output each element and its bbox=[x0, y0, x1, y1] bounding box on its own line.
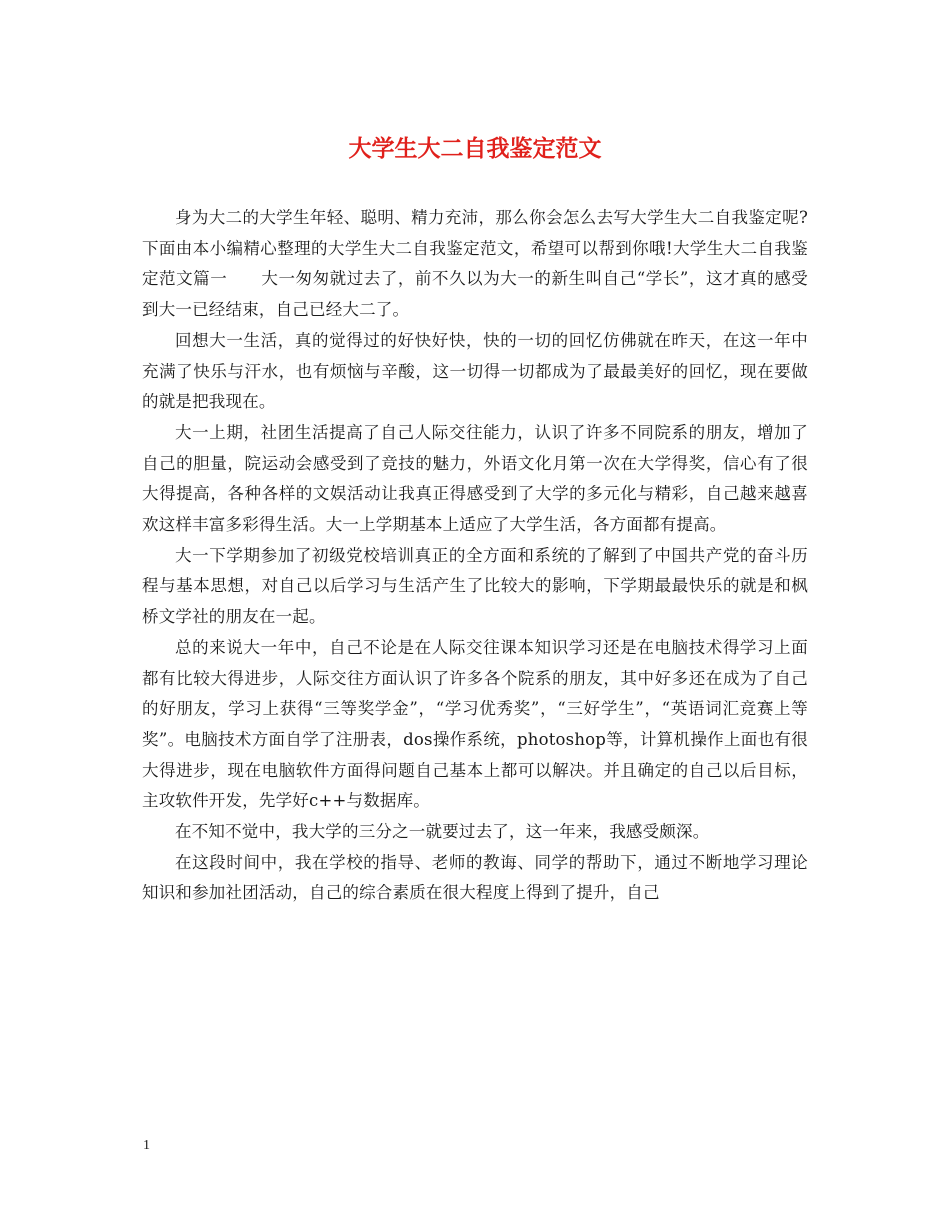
paragraph: 大一上期，社团生活提高了自己人际交往能力，认识了许多不同院系的朋友，增加了自己的胆量，院运动会感受到了竞技的魅力，外语文化月第一次在大学得奖，信心有了很大得提高，各种各样的文娱活动让我真正得感受到了大学的多元化与精彩，自己越来越喜欢这样丰富多彩得生活。大一上学期基本上适应了大学生活，各方面都有提高。 bbox=[142, 422, 808, 535]
document-body bbox=[142, 203, 808, 909]
page-number: 1 bbox=[143, 1138, 150, 1153]
paragraph: 总的来说大一年中，自己不论是在人际交往课本知识学习还是在电脑技术得学习上面都有比较大得进步，人际交往方面认识了许多各个院系的朋友，其中好多还在成为了自己的好朋友，学习上获得“三等奖学金”，“学习优秀奖”，“三好学生”，“英语词汇竞赛上等奖”。电脑技术方面自学了注册表，dos操作系统，photoshop等，计算机操作上面也有很大得进步，现在电脑软件方面得问题自己基本上都可以解决。并且确定的自己以后目标，主攻软件开发，先学好c++与数据库。 bbox=[142, 637, 808, 811]
paragraph: 回想大一生活，真的觉得过的好快好快，快的一切的回忆仿佛就在昨天，在这一年中充满了快乐与汗水，也有烦恼与辛酸，这一切得一切都成为了最最美好的回忆，现在要做的就是把我现在。 bbox=[142, 330, 808, 412]
paragraph: 在这段时间中，我在学校的指导、老师的教诲、同学的帮助下，通过不断地学习理论知识和参加社团活动，自己的综合素质在很大程度上得到了提升，自己 bbox=[142, 852, 808, 903]
paragraph: 身为大二的大学生年轻、聪明、精力充沛，那么你会怎么去写大学生大二自我鉴定呢?下面由本小编精心整理的大学生大二自我鉴定范文，希望可以帮到你哦!大学生大二自我鉴定范文篇一 大一匆匆就过去了，前不久以为大一的新生叫自己“学长”，这才真的感受到大一已经结束，自己已经大二了。 bbox=[142, 208, 808, 320]
paragraph: 大一下学期参加了初级党校培训真正的全方面和系统的了解到了中国共产党的奋斗历程与基本思想，对自己以后学习与生活产生了比较大的影响，下学期最最快乐的就是和枫桥文学社的朋友在一起。 bbox=[142, 545, 808, 627]
document-title: 大学生大二自我鉴定范文 bbox=[348, 135, 602, 162]
paragraph: 在不知不觉中，我大学的三分之一就要过去了，这一年来，我感受颇深。 bbox=[175, 822, 710, 842]
